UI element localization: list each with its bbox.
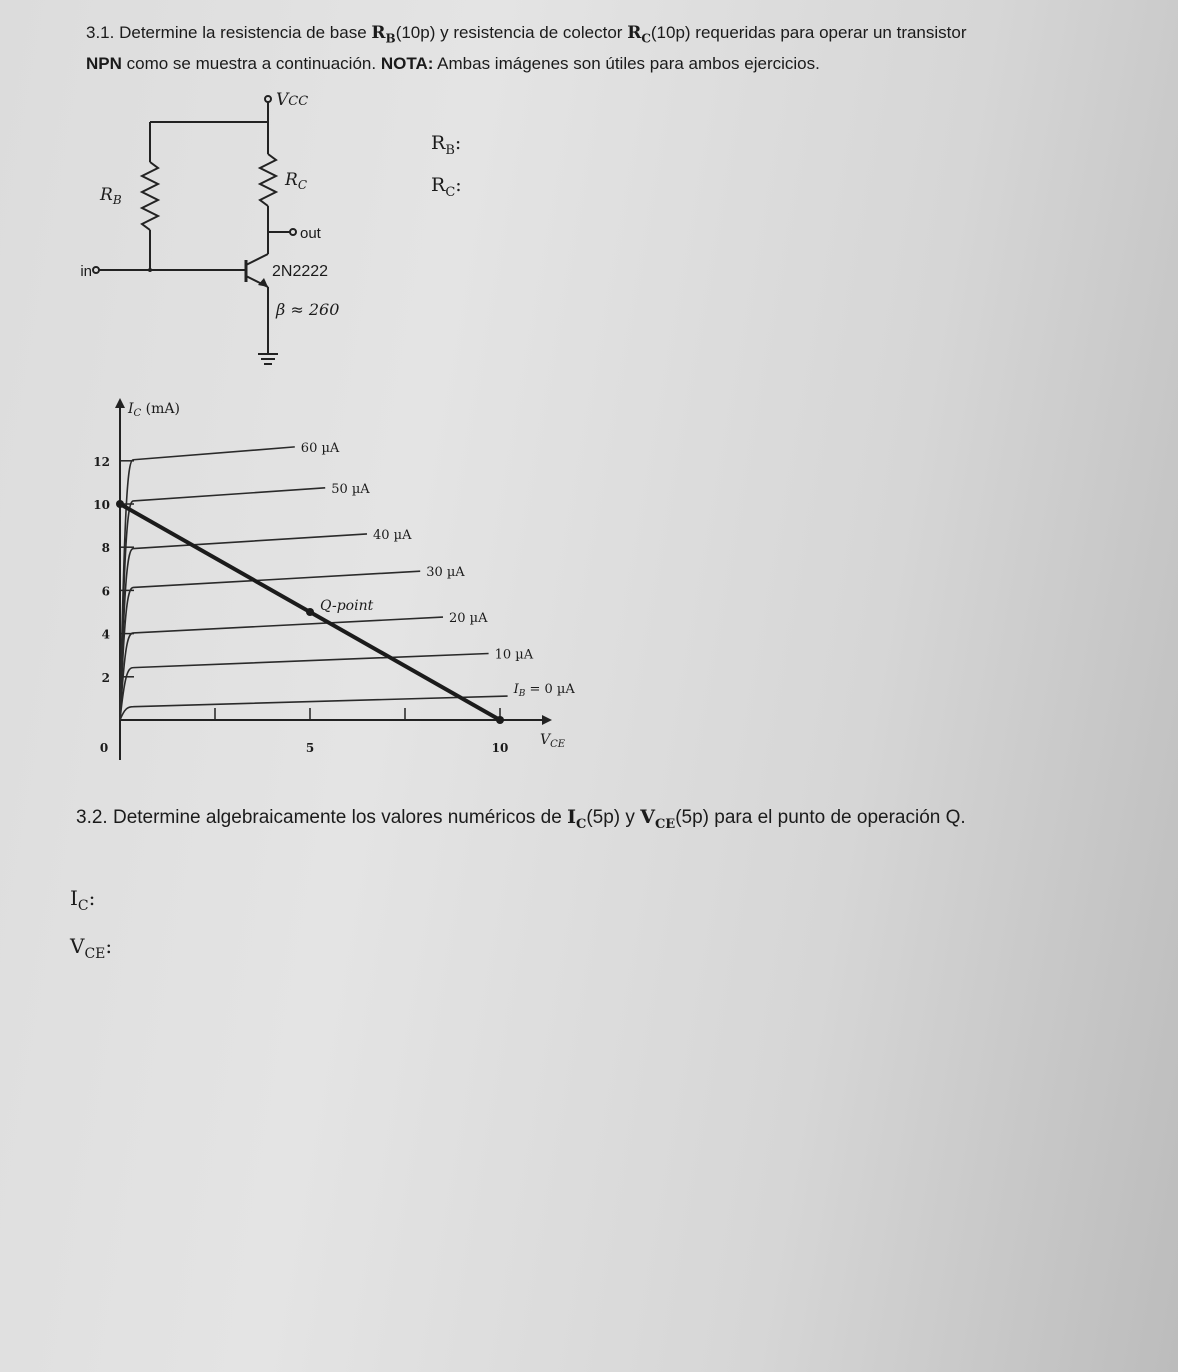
- x-tick-label-10: 10: [491, 741, 509, 755]
- y-tick-label-4: 4: [101, 627, 110, 642]
- question-3-1-line1: 3.1. Determine la resistencia de base $R_B(10p)$ y resistencia de colector $R_C(10p)$ requeridas para operar un transistor: [86, 23, 967, 46]
- in-label: in: [80, 263, 92, 280]
- load-line-start: [116, 500, 124, 508]
- vce-answer-label: $V_{CE}$:: [70, 934, 113, 962]
- x-tick-label-5: 5: [305, 741, 315, 755]
- curve-30ua: [120, 571, 420, 720]
- circuit-diagram: [80, 82, 500, 372]
- q-point-label: Q-point: [320, 598, 374, 614]
- curve-0ua: [120, 696, 508, 720]
- y-tick-label-2: 2: [101, 670, 110, 685]
- curve-label-40ua: 40 µA: [373, 527, 412, 543]
- y-tick-label-6: 6: [101, 584, 110, 599]
- curve-label-50ua: 50 µA: [331, 481, 370, 497]
- vcc-label: VCC: [276, 90, 309, 110]
- ic-symbol: $I_C$: [567, 806, 587, 832]
- rc-answer-label: $R_C$:: [431, 174, 462, 200]
- y-tick-label-8: 8: [101, 541, 110, 556]
- rb-label: $R_B$: [100, 185, 122, 207]
- question-number: 3.1.: [86, 23, 115, 42]
- beta-label: β ≈ 260: [276, 300, 340, 319]
- characteristic-chart: [60, 390, 660, 770]
- curve-label-60ua: 60 µA: [300, 440, 340, 456]
- rb-symbol: $R_B$: [371, 23, 396, 46]
- rb-answer-label: $R_B$:: [431, 132, 462, 158]
- transistor-label: 2N2222: [272, 263, 329, 280]
- rc-symbol: $R_C$: [627, 23, 651, 46]
- out-label: out: [300, 225, 321, 242]
- nota-label: NOTA:: [380, 54, 434, 74]
- ic-answer-label: $I_C$:: [70, 886, 96, 914]
- curve-label-0ua: $I_B = 0$ µA: [513, 682, 575, 700]
- curve-20ua: [120, 617, 443, 720]
- question-3-1-line2: NPN como se muestra a continuación. NOTA: Ambas imágenes son útiles para ambos ejercicios.: [86, 54, 820, 74]
- y-tick-label-10: 10: [93, 498, 110, 512]
- x-axis-label: $V_{CE}$: [540, 732, 566, 750]
- rc-label: $R_C$: [285, 170, 307, 192]
- curve-label-10ua: 10 µA: [494, 647, 534, 663]
- y-axis-label: $I_C$ (mA): [128, 401, 180, 419]
- load-line-end: [496, 716, 504, 724]
- q-point-marker: [306, 608, 314, 616]
- curve-label-30ua: 30 µA: [426, 565, 465, 581]
- vce-symbol: $V_{CE}$: [640, 806, 676, 832]
- x-tick-label-0: 0: [99, 741, 109, 755]
- curve-label-20ua: 20 µA: [449, 611, 488, 627]
- curve-10ua: [120, 653, 489, 720]
- question-3-1: [86, 20, 1156, 76]
- question-3-2: 3.2. Determine algebraicamente los valores numéricos de $I_C(5p)$ y $V_{CE}(5p)$ para el punto de operación Q.: [76, 806, 966, 832]
- y-tick-label-12: 12: [93, 454, 110, 469]
